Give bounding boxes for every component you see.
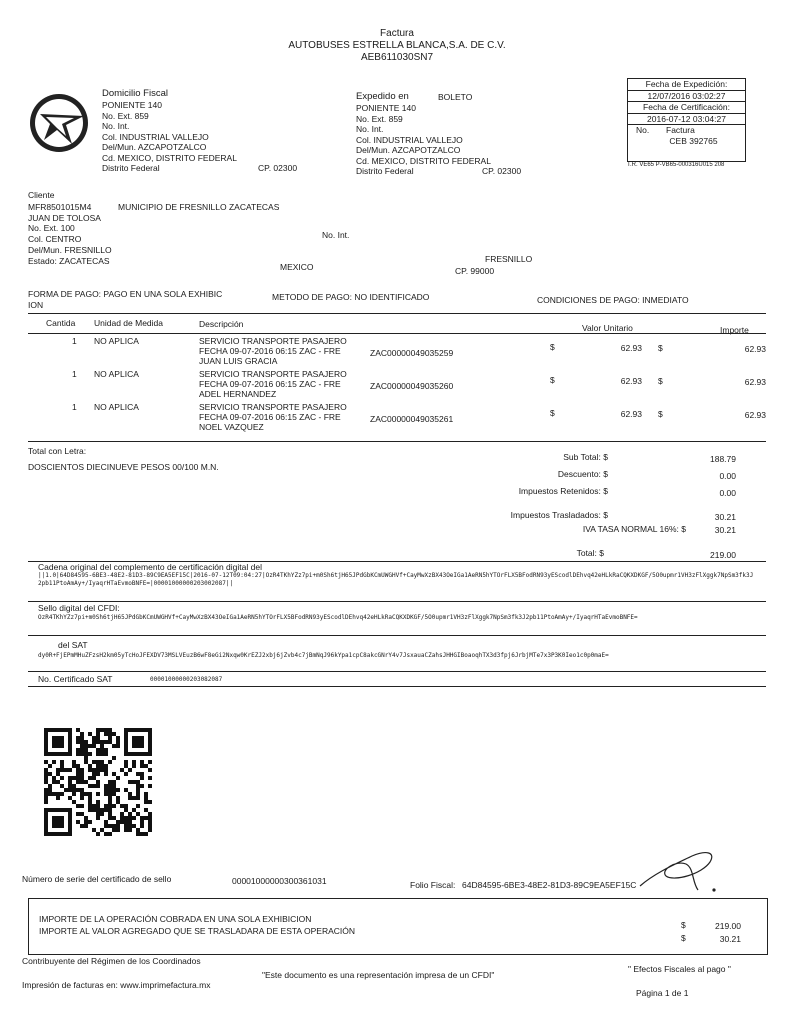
col-cantidad-header: Cantida bbox=[46, 318, 76, 328]
total-label: Total: $ bbox=[576, 548, 604, 558]
row-folio: ZAC00000049035259 bbox=[370, 348, 454, 358]
domicilio-line: Col. INDUSTRIAL VALLEJO bbox=[102, 131, 209, 142]
total-letra-label: Total con Letra: bbox=[28, 446, 87, 456]
cert-sat: 00001000000203082087 bbox=[150, 676, 223, 683]
expedido-line: No. Int. bbox=[356, 124, 384, 134]
subtotal-label: Sub Total: $ bbox=[563, 452, 608, 462]
row-cantidad: 1 bbox=[72, 402, 77, 412]
iva-value: 30.21 bbox=[714, 525, 736, 535]
row-desc-2: FECHA 09-07-2016 06:15 ZAC - FRE bbox=[199, 346, 341, 356]
condiciones-pago: CONDICIONES DE PAGO: INMEDIATO bbox=[537, 295, 689, 305]
row-importe-currency: $ bbox=[658, 409, 663, 419]
sello-cfdi: OzR4TKhYZz7pi+m0Sh6tjH65JPdGbKCmUWGHVf+CayMwXzBX43OeIGa1AeRN5hYTOrFLX5BFodRN93yEScodlDEhvq42eHLkRaCQKXDKGF/5O0upmr1VH3zFlXggk7NpSm3fk3J2pb11PtoAmAy+/IyaqrHTaEvmoBNFE= bbox=[38, 614, 638, 621]
fecha-expedicion: 12/07/2016 03:02:27 bbox=[628, 91, 745, 103]
row-valor-currency: $ bbox=[550, 408, 555, 418]
no-label: No. bbox=[636, 125, 650, 135]
sello-cfdi-label: Sello digital del CFDI: bbox=[38, 603, 120, 613]
row-valor: 62.93 bbox=[620, 376, 642, 386]
row-cantidad: 1 bbox=[72, 336, 77, 346]
expedido-line: Del/Mun. AZCAPOTZALCO bbox=[356, 145, 461, 155]
importe-iva-currency: $ bbox=[681, 933, 686, 943]
cliente-mun: Del/Mun. FRESNILLO bbox=[28, 245, 112, 255]
row-unidad: NO APLICA bbox=[94, 336, 139, 346]
descuento-value: 0.00 bbox=[719, 471, 736, 481]
descuento-label: Descuento: $ bbox=[557, 469, 608, 479]
row-desc-2: FECHA 09-07-2016 06:15 ZAC - FRE bbox=[199, 412, 341, 422]
pagina: Página 1 de 1 bbox=[636, 988, 689, 998]
row-unidad: NO APLICA bbox=[94, 369, 139, 379]
folio-fiscal-label: Folio Fiscal: bbox=[410, 880, 456, 890]
cliente-ciudad: FRESNILLO bbox=[485, 254, 533, 264]
qr-code-icon bbox=[44, 728, 152, 836]
row-valor: 62.93 bbox=[620, 409, 642, 419]
row-desc-1: SERVICIO TRANSPORTE PASAJERO bbox=[199, 402, 347, 412]
fecha-certificacion: 2016-07-12 03:04:27 bbox=[628, 114, 745, 126]
row-desc-3: NOEL VAZQUEZ bbox=[199, 422, 264, 432]
total-letra: DOSCIENTOS DIECINUEVE PESOS 00/100 M.N. bbox=[28, 462, 219, 472]
serie-value: 00001000000300361031 bbox=[232, 876, 327, 886]
expedido-value: BOLETO bbox=[438, 92, 473, 102]
row-valor-currency: $ bbox=[550, 342, 555, 352]
company-name: AUTOBUSES ESTRELLA BLANCA,S.A. DE C.V. bbox=[288, 40, 506, 51]
domicilio-cp: CP. 02300 bbox=[258, 163, 298, 173]
sello-sat-label: del SAT bbox=[58, 640, 88, 650]
cert-bottom-border bbox=[28, 686, 766, 687]
row-valor-currency: $ bbox=[550, 375, 555, 385]
cert-top-border bbox=[28, 671, 766, 672]
row-importe-currency: $ bbox=[658, 376, 663, 386]
table-row bbox=[0, 369, 794, 402]
row-desc-1: SERVICIO TRANSPORTE PASAJERO bbox=[199, 336, 347, 346]
row-folio: ZAC00000049035261 bbox=[370, 414, 454, 424]
cliente-int: No. Int. bbox=[322, 230, 350, 240]
row-valor: 62.93 bbox=[620, 343, 642, 353]
sello-sat: dy0R+FjEPmMHuZFzsH2km05yTcHoJFEXDV73MSLVEuzB6wF8eGi2Nxqw0KrEZJ2xbj6jZvb4c7jBmNqJ96kYpa1cpC8akcGNrY4v7JsxauaCZahsJHHGIBoaoqhTX3d3fpj6JrbjMTe7x3P3K0Ieo1c0p0maE= bbox=[38, 652, 609, 659]
importe-box bbox=[28, 898, 768, 955]
star-logo-icon bbox=[28, 92, 90, 154]
domicilio-line: Cd. MEXICO, DISTRITO FEDERAL bbox=[102, 152, 237, 163]
col-importe-header: Importe bbox=[720, 325, 749, 335]
row-importe-currency: $ bbox=[658, 343, 663, 353]
expedido-line: Cd. MEXICO, DISTRITO FEDERAL bbox=[356, 155, 491, 166]
row-desc-2: FECHA 09-07-2016 06:15 ZAC - FRE bbox=[199, 379, 341, 389]
importe-operacion-value: 219.00 bbox=[715, 921, 741, 931]
trasladados-value: 30.21 bbox=[714, 512, 736, 522]
company-logo bbox=[28, 92, 90, 154]
row-desc-3: JUAN LUIS GRACIA bbox=[199, 356, 278, 366]
row-desc-3: ADEL HERNANDEZ bbox=[199, 389, 277, 399]
cadena-label: Cadena original del complemento de certificación digital del bbox=[38, 562, 262, 572]
domicilio-label: Domicilio Fiscal bbox=[102, 88, 168, 99]
fechas-box bbox=[627, 78, 746, 162]
cert-sat-label: No. Certificado SAT bbox=[38, 674, 113, 684]
cliente-nombre: MUNICIPIO DE FRESNILLO ZACATECAS bbox=[118, 202, 280, 212]
importe-iva-label: IMPORTE AL VALOR AGREGADO QUE SE TRASLADARA DE ESTA OPERACIÓN bbox=[39, 926, 356, 936]
domicilio-fiscal bbox=[102, 88, 298, 174]
cadena-original: ||1.0|64D84595-6BE3-48E2-81D3-89C9EA5EF15C|2016-07-12T09:04:27|OzR4TKhYZz7pi+m0Sh6tjH65JPdGbKCmUWGHVf+CayMwXzBX43OeIGa1AeRN5hYTOrFLX5BFodRN93yEScodlDEhvq42eHLkRaCQKXDKGF/5O0upmr1VH3zFlXggk7NpSm3fk3J2pb11PtoAmAy+/IyaqrHTaEvmoBNFE=|00001000000203002087|| bbox=[38, 572, 754, 587]
expedido-cp: CP. 02300 bbox=[482, 166, 522, 176]
tr-code: T.R. VE65 P-VB65-000316U015 208 bbox=[627, 162, 725, 168]
importe-operacion-currency: $ bbox=[681, 920, 686, 930]
factura-label: Factura bbox=[666, 125, 695, 135]
qr-code bbox=[44, 728, 152, 836]
regimen: Contribuyente del Régimen de los Coordinados bbox=[22, 956, 201, 966]
impresion: Impresión de facturas en: www.imprimefactura.mx bbox=[22, 980, 211, 990]
fecha-expedicion-label: Fecha de Expedición: bbox=[628, 79, 745, 91]
representacion: "Este documento es una representación impresa de un CFDI" bbox=[262, 970, 495, 980]
signature-icon bbox=[636, 842, 720, 896]
domicilio-estado: Distrito Federal bbox=[102, 163, 160, 173]
cliente-col: Col. CENTRO bbox=[28, 234, 82, 244]
iva-label: IVA TASA NORMAL 16%: $ bbox=[582, 524, 686, 534]
row-importe: 62.93 bbox=[744, 410, 766, 420]
retenidos-value: 0.00 bbox=[719, 488, 736, 498]
cliente-cp: CP. 99000 bbox=[455, 266, 495, 276]
row-unidad: NO APLICA bbox=[94, 402, 139, 412]
domicilio-line: Del/Mun. AZCAPOTZALCO bbox=[102, 142, 207, 152]
row-cantidad: 1 bbox=[72, 369, 77, 379]
sat-top-border bbox=[28, 635, 766, 636]
table-row bbox=[0, 402, 794, 435]
retenidos-label: Impuestos Retenidos: $ bbox=[518, 486, 608, 496]
importe-operacion-label: IMPORTE DE LA OPERACIÓN COBRADA EN UNA SOLA EXHIBICION bbox=[39, 914, 312, 924]
expedido-line: PONIENTE 140 bbox=[356, 103, 416, 113]
col-descripcion-header: Descripción bbox=[199, 319, 244, 329]
row-folio: ZAC00000049035260 bbox=[370, 381, 454, 391]
row-importe: 62.93 bbox=[744, 377, 766, 387]
cliente-calle: JUAN DE TOLOSA bbox=[28, 213, 101, 223]
total-value: 219.00 bbox=[710, 550, 736, 560]
factura-number: CEB 392765 bbox=[669, 135, 718, 146]
invoice-header bbox=[200, 28, 594, 64]
cliente-estado: Estado: ZACATECAS bbox=[28, 256, 110, 266]
row-importe: 62.93 bbox=[744, 344, 766, 354]
serie-label: Número de serie del certificado de sello bbox=[22, 874, 172, 884]
expedido-estado: Distrito Federal bbox=[356, 166, 414, 176]
subtotal-value: 188.79 bbox=[710, 454, 736, 464]
company-rfc: AEB611030SN7 bbox=[360, 52, 434, 63]
invoice-title: Factura bbox=[380, 28, 414, 39]
domicilio-line: PONIENTE 140 bbox=[102, 100, 162, 110]
table-header-border bbox=[28, 333, 766, 334]
col-unidad-header: Unidad de Medida bbox=[94, 318, 163, 328]
cliente-ext: No. Ext. 100 bbox=[28, 223, 75, 233]
efectos-fiscales: " Efectos Fiscales al pago " bbox=[628, 964, 731, 974]
domicilio-line: No. Ext. 859 bbox=[102, 110, 149, 121]
forma-pago: FORMA DE PAGO: PAGO EN UNA SOLA EXHIBICION bbox=[28, 289, 223, 310]
table-row bbox=[0, 336, 794, 369]
expedido-label: Expedido en bbox=[356, 91, 409, 102]
folio-fiscal: 64D84595-6BE3-48E2-81D3-89C9EA5EF15C bbox=[462, 880, 637, 890]
expedido-line: No. Ext. 859 bbox=[356, 113, 403, 124]
table-top-border bbox=[28, 313, 766, 314]
trasladados-label: Impuestos Trasladados: $ bbox=[510, 510, 608, 520]
domicilio-line: No. Int. bbox=[102, 121, 130, 131]
row-desc-1: SERVICIO TRANSPORTE PASAJERO bbox=[199, 369, 347, 379]
cliente-pais: MEXICO bbox=[280, 262, 314, 272]
signature bbox=[636, 842, 720, 896]
importe-iva-value: 30.21 bbox=[719, 934, 741, 944]
expedido-line: Col. INDUSTRIAL VALLEJO bbox=[356, 134, 463, 145]
sello-top-border bbox=[28, 601, 766, 602]
cliente-rfc: MFR8501015M4 bbox=[28, 202, 92, 212]
col-valor-header: Valor Unitario bbox=[582, 323, 633, 333]
metodo-pago: METODO DE PAGO: NO IDENTIFICADO bbox=[272, 292, 430, 302]
cliente-label: Cliente bbox=[28, 190, 55, 200]
table-bottom-border bbox=[28, 441, 766, 442]
expedido-en bbox=[356, 91, 522, 177]
fecha-certificacion-label: Fecha de Certificación: bbox=[628, 102, 745, 114]
